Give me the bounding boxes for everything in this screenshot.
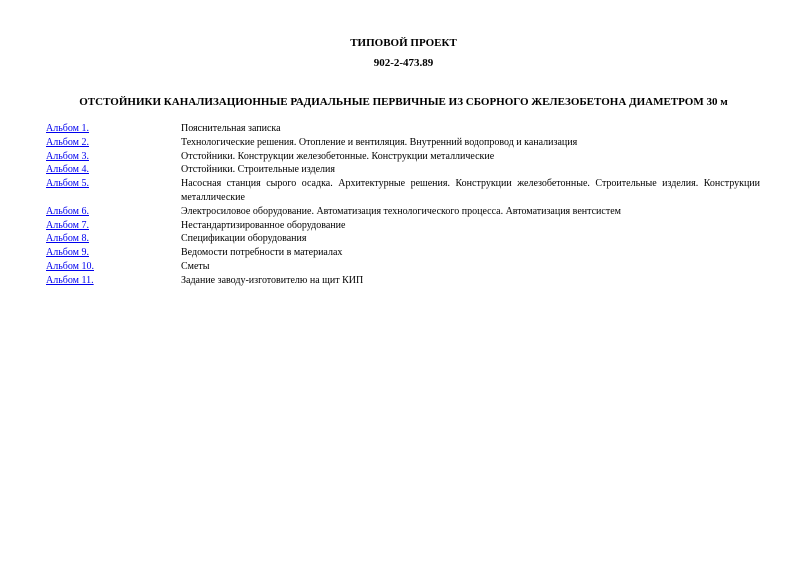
- album-11-link[interactable]: Альбом 11.: [46, 274, 94, 286]
- album-5-link[interactable]: Альбом 5.: [46, 178, 89, 190]
- album-row: [46, 150, 760, 164]
- album-1-description: Пояснительная записка: [181, 123, 281, 134]
- album-6-link[interactable]: Альбом 6.: [46, 205, 89, 217]
- album-row: [46, 122, 760, 136]
- album-8-link[interactable]: Альбом 8.: [46, 233, 89, 245]
- album-4-link[interactable]: Альбом 4.: [46, 164, 89, 176]
- album-list: [46, 122, 760, 288]
- album-row: [46, 246, 760, 260]
- album-6-description: Электросиловое оборудование. Автоматизация технологического процесса. Автоматизация вентсистем: [181, 205, 621, 217]
- album-row: [46, 219, 760, 233]
- album-2-description: Технологические решения. Отопление и вентиляция. Внутренний водопровод и канализация: [181, 136, 578, 148]
- album-4-description: Отстойники. Строительные изделия: [181, 164, 335, 176]
- doc-type-heading: ТИПОВОЙ ПРОЕКТ: [350, 37, 457, 49]
- album-row: [46, 260, 760, 274]
- album-row: [46, 274, 760, 288]
- album-row: [46, 136, 760, 150]
- doc-number-heading: 902-2-473.89: [373, 57, 434, 69]
- album-1-link[interactable]: Альбом 1.: [46, 123, 89, 134]
- album-3-link[interactable]: Альбом 3.: [46, 150, 89, 162]
- doc-title-heading: ОТСТОЙНИКИ КАНАЛИЗАЦИОННЫЕ РАДИАЛЬНЫЕ ПЕРВИЧНЫЕ ИЗ СБОРНОГО ЖЕЛЕЗОБЕТОНА ДИАМЕТРОМ 30 м: [79, 96, 728, 108]
- album-row: [46, 177, 760, 205]
- album-9-description: Ведомости потребности в материалах: [181, 247, 343, 259]
- album-8-description: Спецификации оборудования: [181, 233, 307, 245]
- album-10-link[interactable]: Альбом 10.: [46, 260, 94, 272]
- album-3-description: Отстойники. Конструкции железобетонные. Конструкции металлические: [181, 150, 495, 162]
- album-5-description: Насосная станция сырого осадка. Архитектурные решения. Конструкции железобетонные. Строительные изделия. Конструкции металлические: [181, 178, 760, 203]
- album-7-link[interactable]: Альбом 7.: [46, 219, 89, 231]
- album-7-description: Нестандартизированное оборудование: [181, 219, 346, 231]
- album-2-link[interactable]: Альбом 2.: [46, 136, 89, 148]
- album-10-description: Сметы: [181, 260, 210, 272]
- album-9-link[interactable]: Альбом 9.: [46, 247, 89, 259]
- album-row: [46, 163, 760, 177]
- album-row: [46, 232, 760, 246]
- album-11-description: Задание заводу-изготовителю на щит КИП: [181, 274, 364, 286]
- album-row: [46, 205, 760, 219]
